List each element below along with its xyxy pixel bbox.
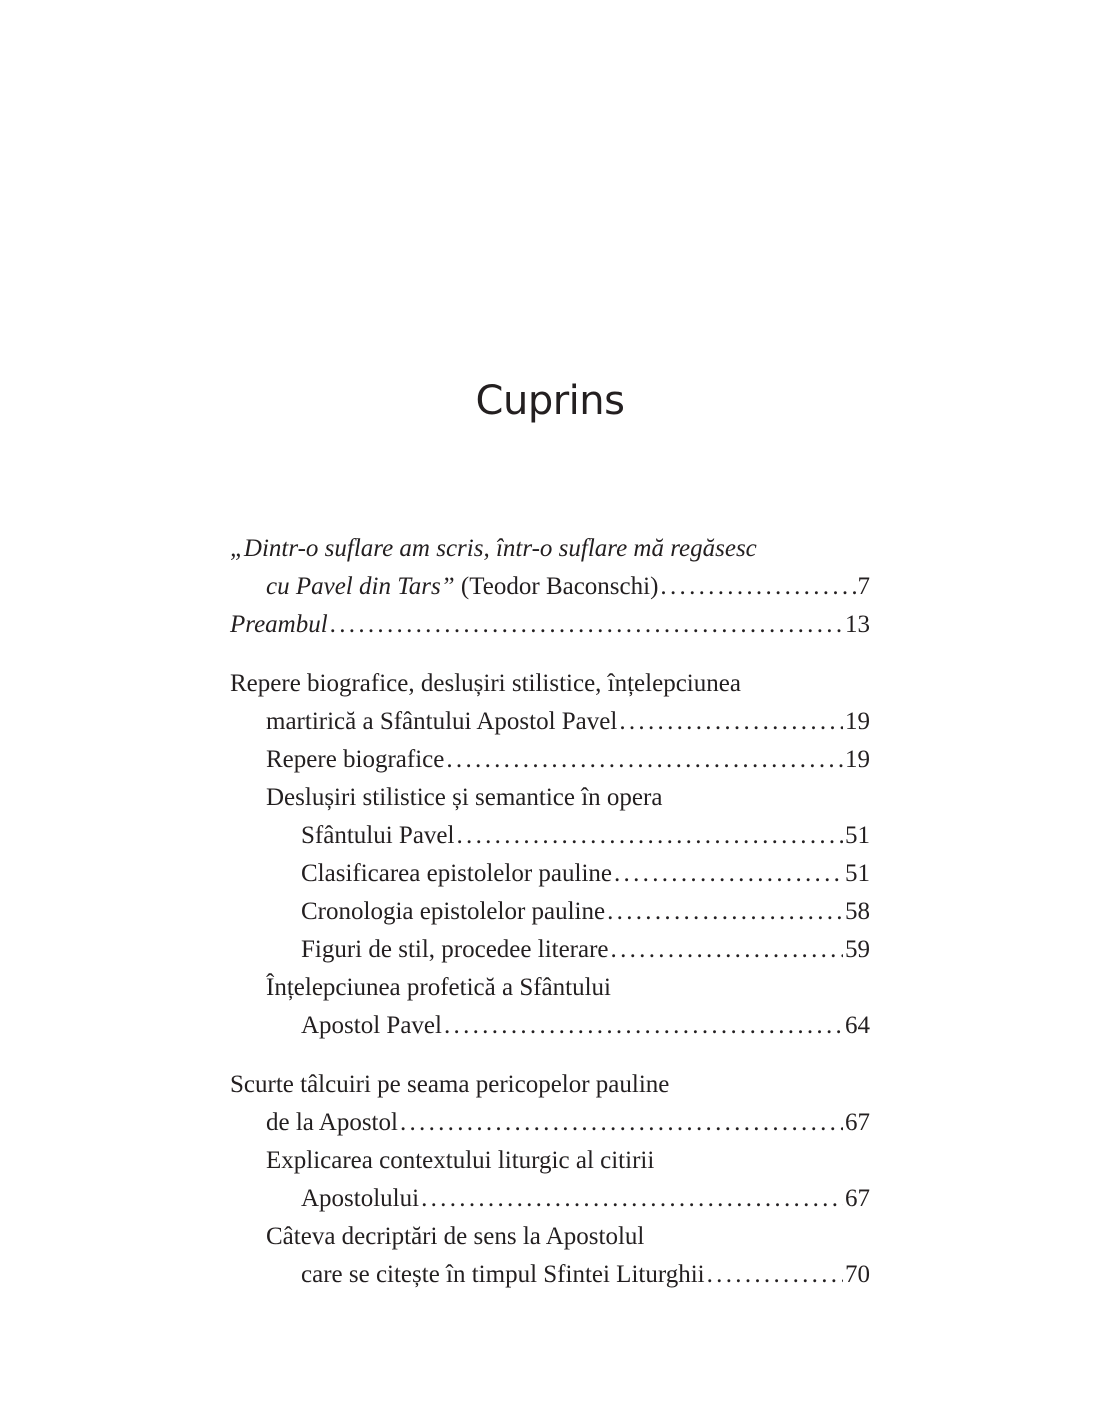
toc-entry-line <box>230 1066 870 1104</box>
toc-entry[interactable] <box>230 568 870 606</box>
toc-entry-line <box>230 779 870 817</box>
toc-entry-author: (Teodor Baconschi) <box>454 573 659 600</box>
toc-entry[interactable] <box>230 1104 870 1142</box>
toc-page-number: 67 <box>845 1109 870 1136</box>
page-title: Cuprins <box>475 378 625 424</box>
toc-entry-title: cu Pavel din Tars” <box>266 573 455 600</box>
dot-leader <box>611 931 843 969</box>
dot-leader <box>446 741 843 779</box>
toc-entry[interactable] <box>230 1180 870 1218</box>
toc-entry-title: Deslușiri stilistice și semantice în opera <box>266 784 663 811</box>
toc-entry-title: Clasificarea epistolelor pauline <box>301 860 612 887</box>
toc-entry[interactable] <box>230 893 870 931</box>
toc-entry-title: Repere biografice <box>266 746 445 773</box>
dot-leader <box>607 893 843 931</box>
dot-leader <box>421 1180 843 1218</box>
toc-entry-title: Explicarea contextului liturgic al citirii <box>266 1147 655 1174</box>
toc-entry[interactable] <box>230 1007 870 1045</box>
toc-page-number: 70 <box>845 1261 870 1288</box>
toc-entry-title-cont: de la Apostol <box>266 1109 398 1136</box>
toc-entry-title-cont: Apostolului <box>301 1185 420 1212</box>
toc-entry-title: Scurte tâlcuiri pe seama pericopelor pauline <box>230 1071 670 1098</box>
toc-page-number: 13 <box>845 611 870 638</box>
toc-entry-line <box>230 1218 870 1256</box>
toc-page-number: 19 <box>845 708 870 735</box>
toc-page-number: 7 <box>857 573 870 600</box>
toc-entry[interactable] <box>230 817 870 855</box>
toc-page-number: 64 <box>845 1012 870 1039</box>
toc-page-number: 67 <box>845 1185 870 1212</box>
section-gap <box>230 644 870 665</box>
toc-entry-title: Repere biografice, deslușiri stilistice, înțelepciunea <box>230 670 741 697</box>
toc-page-number: 19 <box>845 746 870 773</box>
dot-leader <box>456 817 843 855</box>
toc-entry-title: Preambul <box>230 611 328 638</box>
toc-entry[interactable] <box>230 703 870 741</box>
toc-entry-line <box>230 530 870 568</box>
dot-leader <box>707 1256 843 1294</box>
toc-entry-title: Câteva decriptări de sens la Apostolul <box>266 1223 645 1250</box>
toc-entry[interactable] <box>230 931 870 969</box>
toc-entry-title-cont: Apostol Pavel <box>301 1012 442 1039</box>
toc-entry-line <box>230 665 870 703</box>
dot-leader <box>330 606 843 644</box>
toc-entry[interactable] <box>230 606 870 644</box>
toc-entry-title-cont: Sfântului Pavel <box>301 822 455 849</box>
toc-entry[interactable] <box>230 741 870 779</box>
toc-entry-title-cont: care se citește în timpul Sfintei Liturghii <box>301 1261 705 1288</box>
toc-page-number: 51 <box>845 860 870 887</box>
toc-page-number: 58 <box>845 898 870 925</box>
toc-entry-title: Înțelepciunea profetică a Sfântului <box>266 974 611 1001</box>
toc-entry-line <box>230 969 870 1007</box>
dot-leader <box>614 855 843 893</box>
toc-entry-line <box>230 1142 870 1180</box>
toc-page-number: 59 <box>845 936 870 963</box>
toc-entry-title: Cronologia epistolelor pauline <box>301 898 606 925</box>
toc-entry-title: Figuri de stil, procedee literare <box>301 936 609 963</box>
dot-leader <box>619 703 843 741</box>
toc-entry[interactable] <box>230 855 870 893</box>
dot-leader <box>444 1007 843 1045</box>
section-gap <box>230 1045 870 1066</box>
toc-page-number: 51 <box>845 822 870 849</box>
dot-leader <box>400 1104 843 1142</box>
table-of-contents <box>230 530 870 1294</box>
toc-entry[interactable] <box>230 1256 870 1294</box>
toc-entry-title: „Dintr-o suflare am scris, într-o suflare mă regăsesc <box>230 535 757 562</box>
dot-leader <box>660 568 855 606</box>
toc-entry-title-cont: martirică a Sfântului Apostol Pavel <box>266 708 618 735</box>
